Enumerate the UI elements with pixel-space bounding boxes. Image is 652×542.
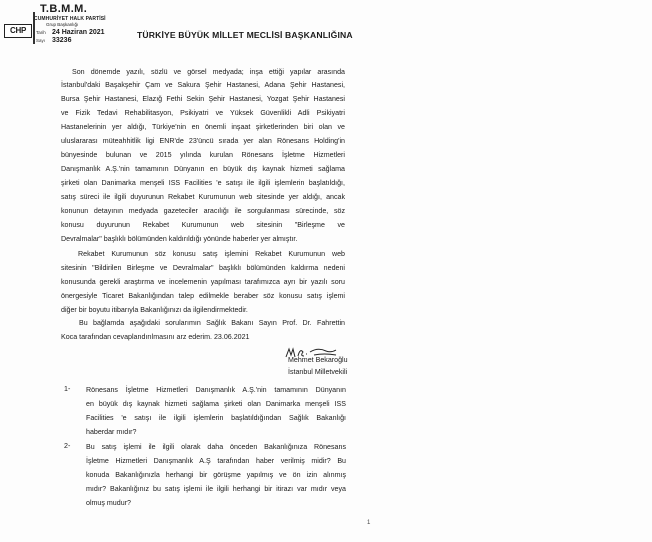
party-logo <box>4 24 32 38</box>
date-value: 24 Haziran 2021 <box>52 29 105 36</box>
paragraph1-line: Devralmalar" başlıklı bölümünden kaldırıldığı yönünde haberler yer almıştır. <box>61 235 298 243</box>
paragraph1-line: Son dönemde yazılı, sözlü ve görsel medyada; inşa ettiği yapılar arasında <box>72 68 345 76</box>
date-label: Tarih <box>36 30 46 35</box>
paragraph2-line: önergesiyle Ticaret Bakanlığından talep edilmekle beraber söz konusu satış işlemi <box>61 292 345 300</box>
question-line: olmuş mudur? <box>86 499 131 507</box>
institution-name: T.B.M.M. <box>40 3 88 15</box>
number-value: 33236 <box>52 37 72 44</box>
number-label: Sayı <box>36 38 46 43</box>
paragraph2-line: diğer bir boyutu itibarıyla Bakanlığınızı da ilgilendirmektedir. <box>61 306 248 314</box>
paragraph1-line: İstanbul'daki Başakşehir Çam ve Sakura Şehir Hastanesi, Adana Şehir Hastanesi, <box>61 81 345 89</box>
question-line: Facilities 'e satışı ile ilgili işlemlerin başlatıldığından Sağlık Bakanlığı <box>86 414 346 422</box>
logo-text: CHP <box>10 26 26 35</box>
paragraph2-line: Rekabet Kurumunun söz konusu satış işlemini Rekabet Kurumunun web <box>78 250 345 258</box>
question-line: en büyük dış kaynak hizmeti sağlama şirketi olan Danimarka menşeli ISS <box>86 400 346 408</box>
party-group: Grup Başkanlığı <box>46 22 79 27</box>
paragraph1-line: Bursa Şehir Hastanesi, Elazığ Fethi Sekin Şehir Hastanesi, Yozgat Şehir Hastanesi <box>61 95 345 103</box>
paragraph1-line: uluslararası müteahhitlik ligi ENR'de 23'üncü sırada yer alan Rönesans Holding'in <box>61 137 345 145</box>
paragraph1-line: Hastanelerinin yer aldığı, Türkiye'nin en önemli inşaat şirketlerinden biri olan ve <box>61 123 345 131</box>
paragraph2-line: sitesinin "Bildirilen Birleşme ve Devralmalar" başlıklı bölümünden kaldırma nedeni <box>61 264 345 272</box>
page-number: 1 <box>367 520 371 526</box>
document-title: TÜRKİYE BÜYÜK MİLLET MECLİSİ BAŞKANLIĞINA <box>137 30 353 40</box>
paragraph3-line: Koca tarafından cevaplandırılmasını arz ederim. 23.06.2021 <box>61 333 250 341</box>
paragraph1-line: ve Fizik Tedavi Rehabilitasyon, Psikiyatri ve Yüksek Güvenlikli Adli Psikiyatri <box>61 109 345 117</box>
question-line: haberdar mıdır? <box>86 428 137 436</box>
paragraph1-line: şirketi olan Danimarka menşeli ISS Facilities 'e satışı ile ilgili işlemlerin başlatıldığı, <box>61 179 345 187</box>
paragraph1-line: bünyesinde bulunan ve 2015 yılında kurulan Rönesans İşletme Hizmetleri <box>61 151 345 159</box>
question-line: Rönesans İşletme Hizmetleri Danışmanlık A.Ş.'nin tamamının Dünyanın <box>86 386 346 394</box>
question-number: 1- <box>64 385 71 393</box>
paragraph3-line: Bu bağlamda aşağıdaki sorularımın Sağlık Bakanı Sayın Prof. Dr. Fahrettin <box>79 319 345 327</box>
paragraph1-line: Danışmanlık A.Ş.'nin tamamının Dünyanın en büyük dış kaynak hizmeti sağlama <box>61 165 345 173</box>
number-row <box>36 37 71 44</box>
paragraph1-line: konunun detayının medyada gazeteciler aracılığı ile sorgulanması sürecinde, söz <box>61 207 345 215</box>
party-name: CUMHURİYET HALK PARTİSİ <box>34 16 106 22</box>
question-line: Bu satış işlemi ile ilgili olarak daha önceden Bakanlığınıza Rönesans <box>86 443 346 451</box>
paragraph2-line: konusunda gerekli araştırma ve incelemenin yapılması tarafımızca ayrı bir yazılı soru <box>61 278 345 286</box>
question-line: İşletme Hizmetleri Danışmanlık A.Ş tarafından haber verilmiş midir? Bu <box>86 457 346 465</box>
paragraph1-line: satış süreci ile ilgili duyurunun Rekabet Kurumunun web sitesinde yer aldığı, ancak <box>61 193 345 201</box>
signer-name: Mehmet Bekaroğlu <box>288 356 348 364</box>
question-line: konuda Bakanlığınızla herhangi bir görüşme yapılmış ve ön izin alınmış <box>86 471 346 479</box>
date-row <box>36 29 105 36</box>
question-number: 2- <box>64 442 71 450</box>
question-line: mıdır? Bakanlığınız bu satış işlemi ile ilgili herhangi bir itirazı var mıdır veya <box>86 485 346 493</box>
signer-role: İstanbul Milletvekili <box>288 368 348 376</box>
paragraph1-line: konusu duyurunun Rekabet Kurumunun web sitesinin "Birleşme ve <box>61 221 345 229</box>
